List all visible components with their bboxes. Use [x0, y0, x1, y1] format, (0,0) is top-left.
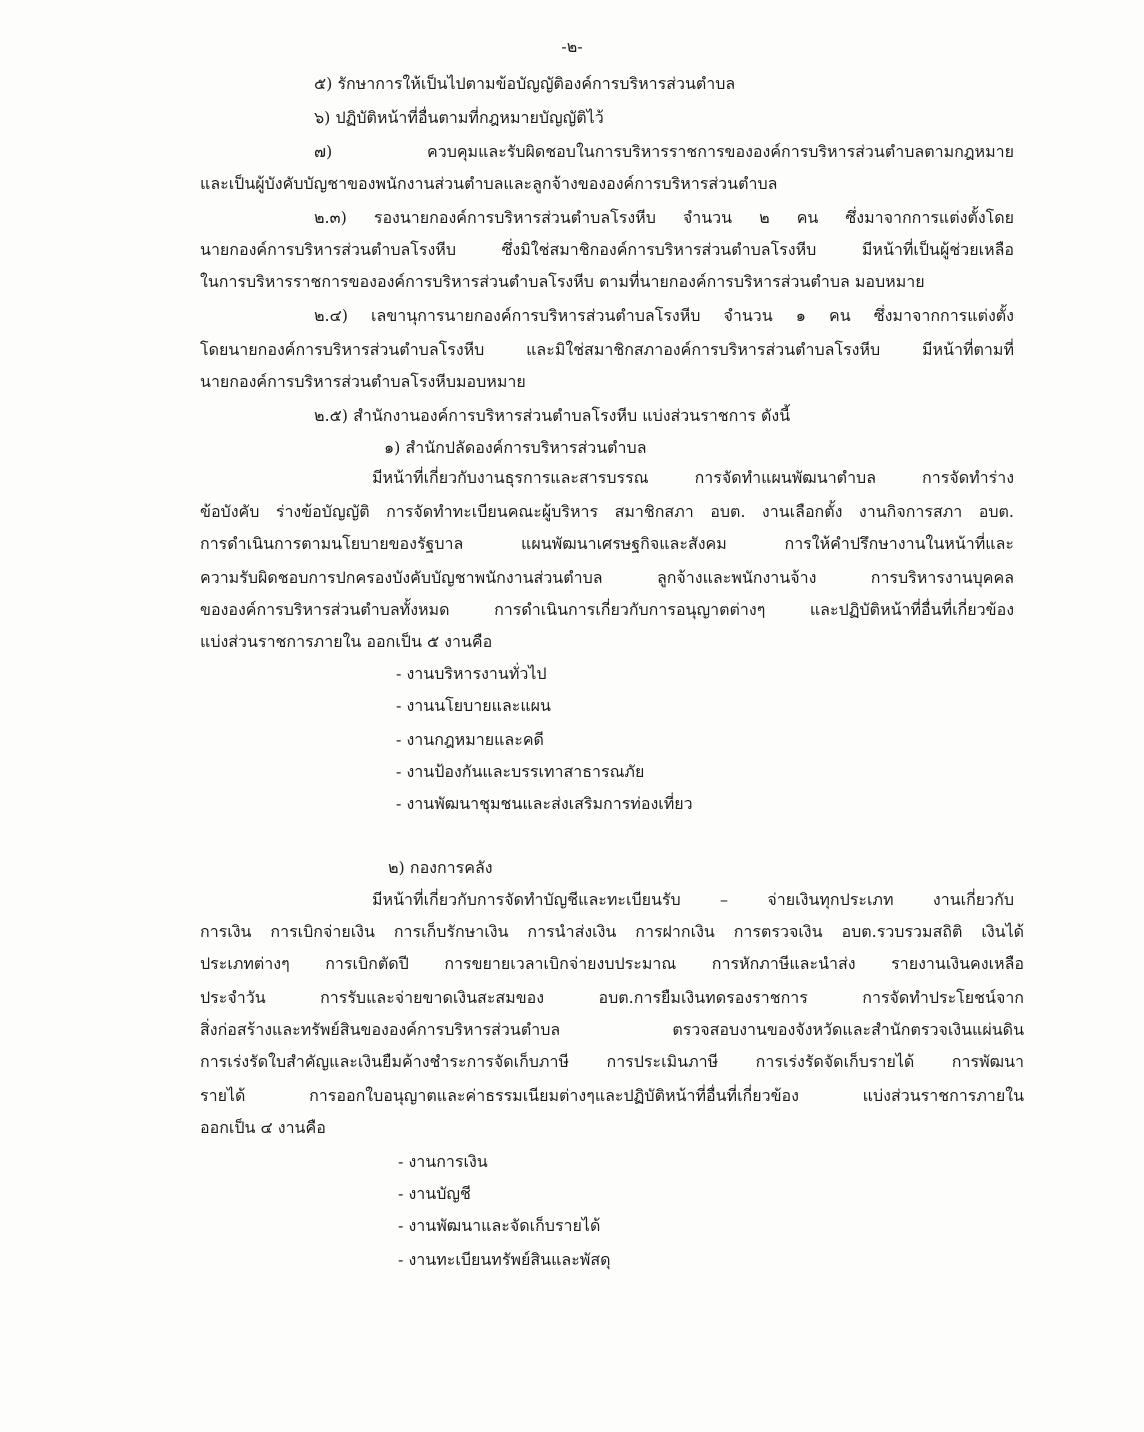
- office-1-unit: - งานกฎหมายและคดี: [396, 730, 544, 749]
- duty-item-7: ๗) ควบคุมและรับผิดชอบในการบริหารราชการขององค์การบริหารส่วนตำบลตามกฎหมาย: [314, 142, 1014, 161]
- deputy-mayor-line-1: ๒.๓) รองนายกองค์การบริหารส่วนตำบลโรงหีบ จำนวน ๒ คน ซึ่งมาจากการแต่งตั้งโดย: [314, 208, 1014, 227]
- office-1-body-line: แบ่งส่วนราชการภายใน ออกเป็น ๕ งานคือ: [200, 632, 493, 651]
- office-2-unit: - งานพัฒนาและจัดเก็บรายได้: [398, 1216, 601, 1235]
- page-number: -๒-: [561, 37, 583, 56]
- office-1-body-line: ความรับผิดชอบการปกครองบังคับบัญชาพนักงานส่วนตำบล ลูกจ้างและพนักงานจ้าง การบริหารงานบุคคล: [200, 568, 1014, 587]
- office-2-heading: ๒) กองการคลัง: [388, 858, 493, 877]
- secretary-line-2: โดยนายกองค์การบริหารส่วนตำบลโรงหีบ และมิใช่สมาชิกสภาองค์การบริหารส่วนตำบลโรงหีบ มีหน้าที่ตามที่: [200, 340, 1014, 359]
- office-division-heading: ๒.๕) สำนักงานองค์การบริหารส่วนตำบลโรงหีบ แบ่งส่วนราชการ ดังนี้: [314, 406, 791, 425]
- office-1-unit: - งานบริหารงานทั่วไป: [396, 664, 547, 683]
- duty-item-7-continuation: และเป็นผู้บังคับบัญชาของพนักงานส่วนตำบลและลูกจ้างขององค์การบริหารส่วนตำบล: [200, 174, 778, 193]
- office-1-heading: ๑) สำนักปลัดองค์การบริหารส่วนตำบล: [384, 438, 647, 457]
- deputy-mayor-line-3: ในการบริหารราชการขององค์การบริหารส่วนตำบลโรงหีบ ตามที่นายกองค์การบริหารส่วนตำบล มอบหมาย: [200, 272, 925, 291]
- office-1-unit: - งานพัฒนาชุมชนและส่งเสริมการท่องเที่ยว: [396, 794, 693, 813]
- office-2-body-line: การเร่งรัดใบสำคัญและเงินยืมค้างชำระการจัดเก็บภาษี การประเมินภาษี การเร่งรัดจัดเก็บรายได้ การพัฒนา: [200, 1052, 1024, 1071]
- office-1-body-line: มีหน้าที่เกี่ยวกับงานธุรการและสารบรรณ การจัดทำแผนพัฒนาตำบล การจัดทำร่าง: [372, 468, 1014, 487]
- secretary-line-1: ๒.๔) เลขานุการนายกองค์การบริหารส่วนตำบลโรงหีบ จำนวน ๑ คน ซึ่งมาจากการแต่งตั้ง: [314, 306, 1014, 325]
- office-2-unit: - งานทะเบียนทรัพย์สินและพัสดุ: [398, 1250, 611, 1269]
- office-2-unit: - งานการเงิน: [398, 1152, 488, 1171]
- office-2-body-line: ออกเป็น ๔ งานคือ: [200, 1118, 326, 1137]
- office-2-body-line: การเงิน การเบิกจ่ายเงิน การเก็บรักษาเงิน การนำส่งเงิน การฝากเงิน การตรวจเงิน อบต.รวบรวมสถิติ เงินได้: [200, 922, 1024, 941]
- office-1-body-line: ข้อบังคับ ร่างข้อบัญญัติ การจัดทำทะเบียนคณะผู้บริหาร สมาชิกสภา อบต. งานเลือกตั้ง งานกิจการสภา อบต.: [200, 502, 1014, 521]
- duty-item-6: ๖) ปฏิบัติหน้าที่อื่นตามที่กฎหมายบัญญัติไว้: [314, 108, 604, 127]
- office-2-body-line: มีหน้าที่เกี่ยวกับการจัดทำบัญชีและทะเบียนรับ – จ่ายเงินทุกประเภท งานเกี่ยวกับ: [372, 890, 1014, 909]
- office-2-body-line: สิ่งก่อสร้างและทรัพย์สินขององค์การบริหารส่วนตำบล ตรวจสอบงานของจังหวัดและสำนักตรวจเงินแผ่นดิน: [200, 1020, 1024, 1039]
- deputy-mayor-line-2: นายกองค์การบริหารส่วนตำบลโรงหีบ ซึ่งมิใช่สมาชิกองค์การบริหารส่วนตำบลโรงหีบ มีหน้าที่เป็นผู้ช่วยเหลือ: [200, 240, 1014, 259]
- office-2-body-line: ประจำวัน การรับและจ่ายขาดเงินสะสมของ อบต.การยืมเงินทดรองราชการ การจัดทำประโยชน์จาก: [200, 988, 1024, 1007]
- office-1-unit: - งานนโยบายและแผน: [396, 696, 551, 715]
- office-2-unit: - งานบัญชี: [398, 1184, 471, 1203]
- office-1-body-line: ขององค์การบริหารส่วนตำบลทั้งหมด การดำเนินการเกี่ยวกับการอนุญาตต่างๆ และปฏิบัติหน้าที่อื่นที่เกี่ยวข้อง: [200, 600, 1014, 619]
- duty-item-5: ๕) รักษาการให้เป็นไปตามข้อบัญญัติองค์การบริหารส่วนตำบล: [314, 74, 736, 93]
- office-2-body-line: ประเภทต่างๆ การเบิกตัดปี การขยายเวลาเบิกจ่ายงบประมาณ การหักภาษีและนำส่ง รายงานเงินคงเหลือ: [200, 954, 1024, 973]
- office-1-body-line: การดำเนินการตามนโยบายของรัฐบาล แผนพัฒนาเศรษฐกิจและสังคม การให้คำปรึกษางานในหน้าที่และ: [200, 534, 1014, 553]
- secretary-line-3: นายกองค์การบริหารส่วนตำบลโรงหีบมอบหมาย: [200, 372, 526, 391]
- office-1-unit: - งานป้องกันและบรรเทาสาธารณภัย: [396, 762, 645, 781]
- office-2-body-line: รายได้ การออกใบอนุญาตและค่าธรรมเนียมต่างๆและปฏิบัติหน้าที่อื่นที่เกี่ยวข้อง แบ่งส่วนราชการภายใน: [200, 1086, 1024, 1105]
